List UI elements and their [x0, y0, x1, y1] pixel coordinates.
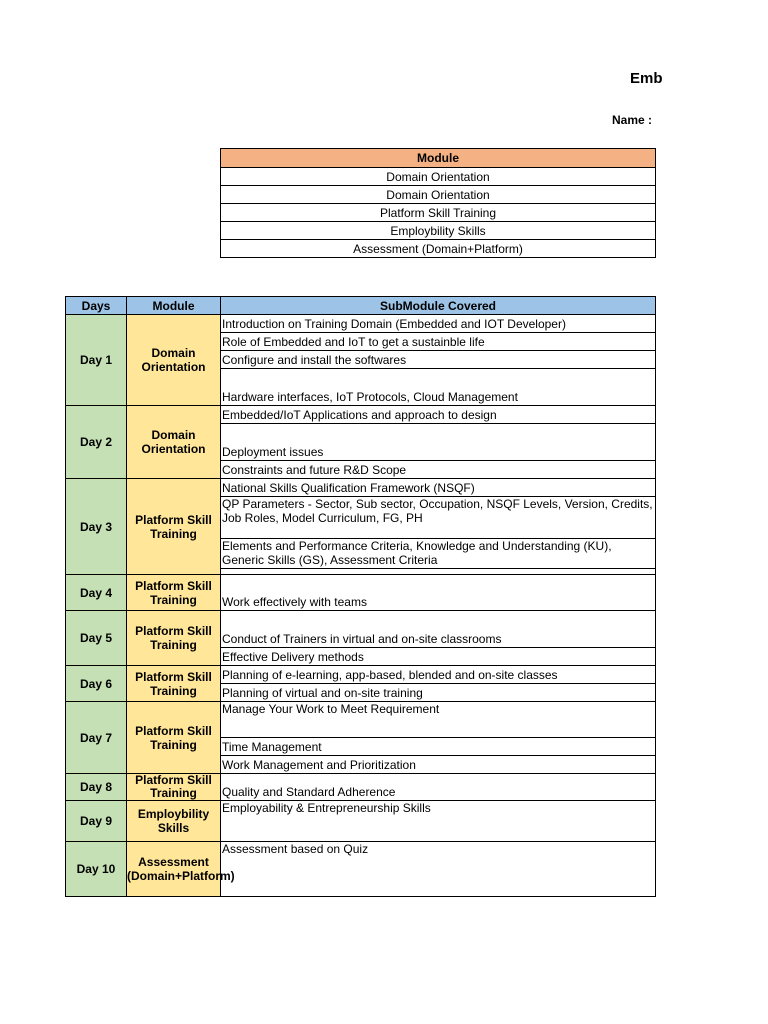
- day-cell: Day 6: [66, 666, 127, 702]
- submodule-cell: Elements and Performance Criteria, Knowledge and Understanding (KU), Generic Skills (GS), Assessment Criteria: [221, 539, 656, 569]
- submodule-header: SubModule Covered: [221, 297, 656, 315]
- day-cell: Day 2: [66, 406, 127, 479]
- submodule-cell: Configure and install the softwares: [221, 351, 656, 369]
- day-cell: Day 7: [66, 702, 127, 774]
- submodule-cell: Assessment based on Quiz: [221, 842, 656, 897]
- module-cell: Domain Orientation: [127, 315, 221, 406]
- module-cell: Platform Skill Training: [127, 575, 221, 611]
- module-cell: Platform Skill Training: [127, 479, 221, 575]
- submodule-cell: Quality and Standard Adherence: [221, 774, 656, 801]
- module-cell: Platform Skill Training: [127, 774, 221, 801]
- submodule-cell: QP Parameters - Sector, Sub sector, Occupation, NSQF Levels, Version, Credits, Job Roles, Model Curriculum, FG, PH: [221, 497, 656, 539]
- submodule-cell: Introduction on Training Domain (Embedded and IOT Developer): [221, 315, 656, 333]
- submodule-cell: National Skills Qualification Framework (NSQF): [221, 479, 656, 497]
- day-cell: Day 10: [66, 842, 127, 897]
- submodule-cell: Time Management: [221, 738, 656, 756]
- submodule-cell: Constraints and future R&D Scope: [221, 461, 656, 479]
- schedule-table: [65, 296, 656, 897]
- day-cell: Day 1: [66, 315, 127, 406]
- module-cell: Platform Skill Training: [127, 702, 221, 774]
- module-cell: Assessment (Domain+Platform): [127, 842, 221, 897]
- submodule-cell: Manage Your Work to Meet Requirement: [221, 702, 656, 738]
- submodule-cell: Employability & Entrepreneurship Skills: [221, 801, 656, 842]
- module-summary-cell: Employbility Skills: [221, 222, 656, 240]
- days-header: Days: [66, 297, 127, 315]
- submodule-cell: Planning of e-learning, app-based, blended and on-site classes: [221, 666, 656, 684]
- module-cell: Employbility Skills: [127, 801, 221, 842]
- day-cell: Day 5: [66, 611, 127, 666]
- module-summary-cell: Assessment (Domain+Platform): [221, 240, 656, 258]
- module-summary-table: [220, 148, 656, 258]
- module-summary-cell: Domain Orientation: [221, 186, 656, 204]
- module-summary-cell: Platform Skill Training: [221, 204, 656, 222]
- submodule-cell: Work Management and Prioritization: [221, 756, 656, 774]
- submodule-cell: Work effectively with teams: [221, 575, 656, 611]
- submodule-cell: Effective Delivery methods: [221, 648, 656, 666]
- name-label: Name :: [612, 113, 653, 127]
- module-summary-cell: Domain Orientation: [221, 168, 656, 186]
- day-cell: Day 8: [66, 774, 127, 801]
- day-cell: Day 4: [66, 575, 127, 611]
- module-cell: Platform Skill Training: [127, 666, 221, 702]
- submodule-cell: Planning of virtual and on-site training: [221, 684, 656, 702]
- module-cell: Platform Skill Training: [127, 611, 221, 666]
- submodule-cell: Embedded/IoT Applications and approach to design: [221, 406, 656, 424]
- module-header: Module: [127, 297, 221, 315]
- submodule-cell: Conduct of Trainers in virtual and on-site classrooms: [221, 611, 656, 648]
- submodule-cell: Hardware interfaces, IoT Protocols, Cloud Management: [221, 369, 656, 406]
- module-summary-header: Module: [221, 149, 656, 168]
- document-title: Emb: [630, 70, 663, 87]
- day-cell: Day 3: [66, 479, 127, 575]
- submodule-cell: Role of Embedded and IoT to get a sustainble life: [221, 333, 656, 351]
- day-cell: Day 9: [66, 801, 127, 842]
- module-cell: Domain Orientation: [127, 406, 221, 479]
- submodule-cell: Deployment issues: [221, 424, 656, 461]
